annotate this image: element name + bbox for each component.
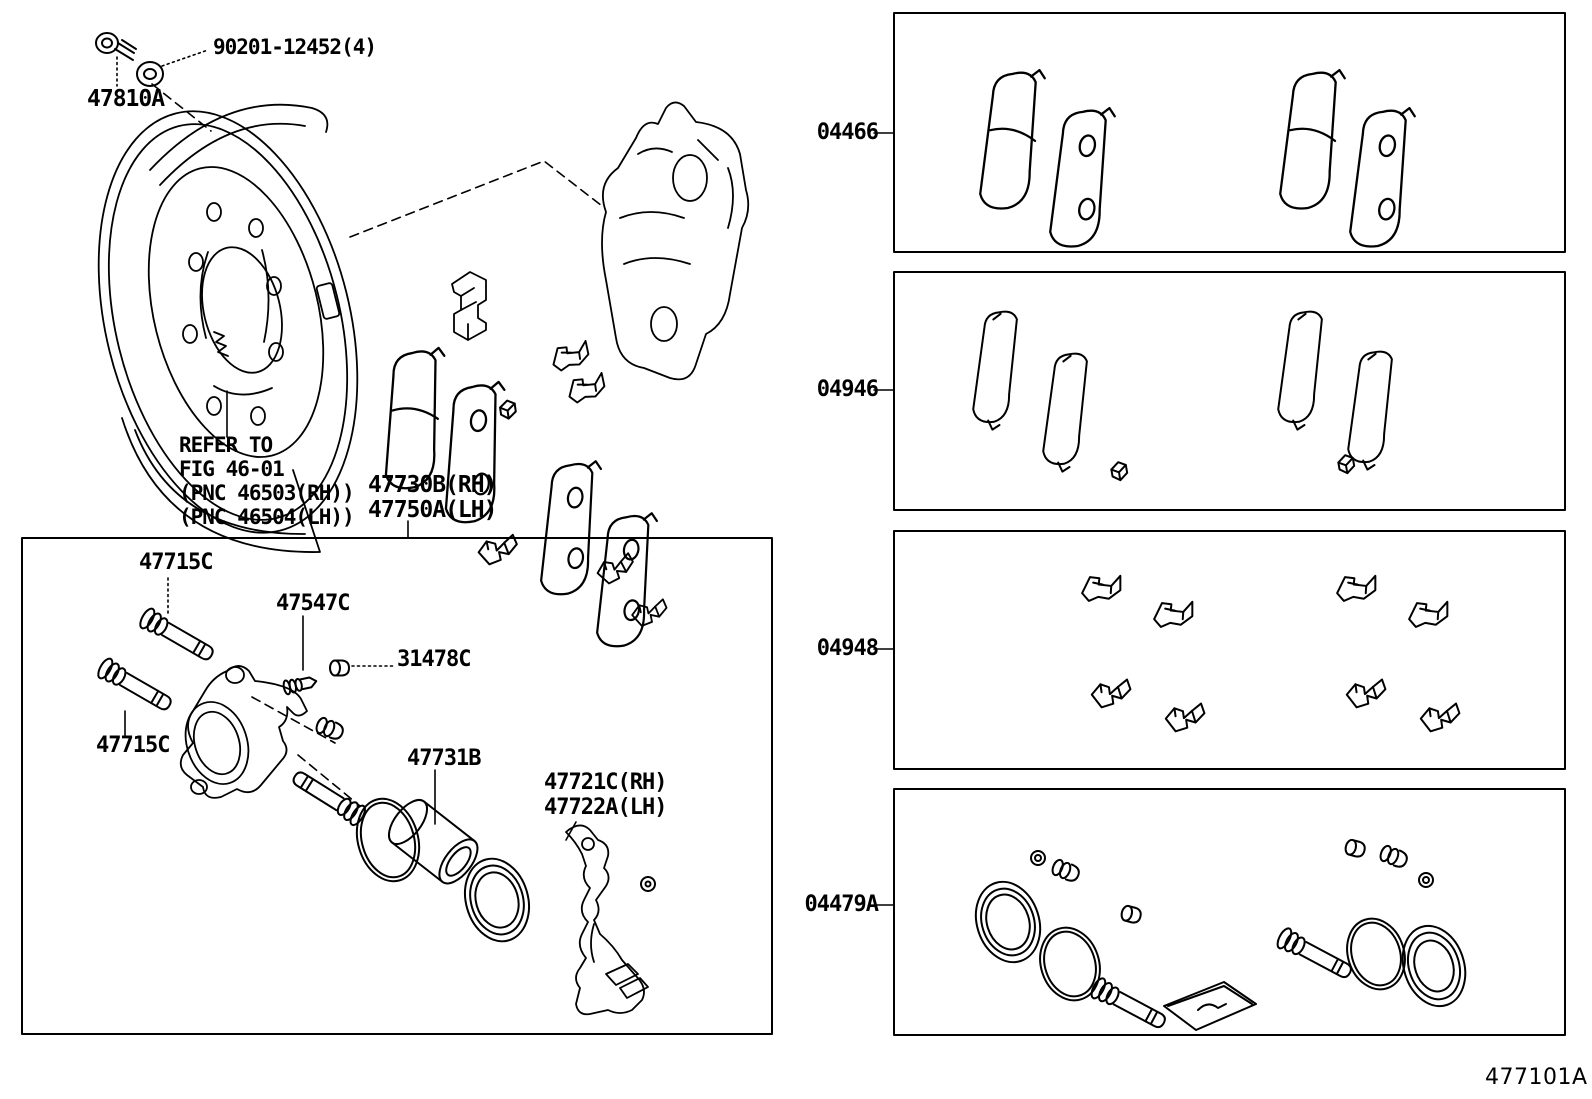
kit-pad-icon [1040, 100, 1123, 252]
label-bleeder-cap: 31478C [397, 647, 471, 672]
label-caliper-assy-lh: 47750A(LH) [368, 497, 497, 523]
label-bleeder-screw: 47547C [276, 591, 350, 616]
pad-clip-icon [595, 553, 637, 586]
label-caliper-assy-rh: 47730B(RH) [368, 472, 497, 498]
kit-pin-icon [1089, 976, 1169, 1033]
mounting-bracket-sketch [566, 825, 648, 1014]
kit-cap-icon [1120, 905, 1142, 924]
kit-clip-icon [1164, 703, 1206, 732]
kit-pad-icon [1270, 62, 1353, 214]
refer-note-line1: REFER TO [179, 433, 273, 457]
kit-clip-icon [1090, 679, 1132, 708]
label-kit-04948: 04948 [816, 636, 878, 661]
kit-shim-icon [964, 308, 1027, 432]
kit-clip-icon [1079, 571, 1124, 604]
anchor-bolt-icon [96, 33, 136, 60]
kit-pin-icon [1275, 926, 1355, 983]
caliper-sketch [602, 102, 748, 379]
brake-pad-icon [376, 342, 452, 493]
kit-clip-icon [1110, 461, 1128, 481]
kit-clip-icon [1419, 703, 1461, 732]
label-kit-04946: 04946 [816, 377, 878, 402]
kit-clip-icon [1406, 597, 1451, 630]
kit-oring-icon [1031, 920, 1109, 1008]
kit-clip-icon [1151, 597, 1196, 630]
washer-icon [137, 62, 163, 86]
kit-box-04466-frame [894, 13, 1565, 252]
pad-clip-icon [548, 337, 593, 375]
kit-shim-icon [1339, 348, 1402, 472]
caliper-housing-sketch [175, 666, 307, 798]
refer-note-line4: (PNC 46504(LH)) [179, 505, 354, 529]
label-mounting-lh: 47722A(LH) [544, 795, 667, 820]
bushing-icon [315, 716, 346, 741]
kit-pad-icon [970, 62, 1053, 214]
label-mounting-rh: 47721C(RH) [544, 770, 667, 795]
kit-grease-packet-icon [1164, 982, 1256, 1030]
kit-boot-icon [966, 873, 1050, 970]
kit-shim-icon [1034, 350, 1097, 474]
label-slide-pin-upper: 47715C [139, 550, 213, 575]
kit-box-04946-frame [894, 272, 1565, 510]
kit-cap-icon [1344, 839, 1366, 858]
kit-bushing-icon [1379, 844, 1410, 869]
pad-clip-icon [564, 369, 609, 407]
refer-note-line2: FIG 46-01 [179, 457, 284, 481]
refer-note-line3: (PNC 46503(RH)) [179, 481, 354, 505]
kit-ring-icon [1419, 873, 1433, 887]
figure-number: 477101A [1485, 1065, 1588, 1090]
kit-ring-icon [1031, 851, 1045, 865]
label-washer-bolt-part: 90201-12452(4) [213, 35, 377, 59]
kit-bushing-icon [1051, 858, 1082, 883]
kit-clip-icon [1334, 571, 1379, 604]
slide-pin-icon [289, 767, 368, 828]
kit-clip-icon [1337, 454, 1355, 474]
label-anchor-bolt-part: 47810A [87, 86, 165, 112]
kit-clip-icon [1345, 679, 1387, 708]
slide-pin-icon [96, 656, 175, 715]
kit-pad-icon [1340, 100, 1423, 252]
pad-clip-icon [477, 534, 520, 566]
kit-shim-icon [1269, 308, 1332, 432]
label-kit-04466: 04466 [816, 120, 878, 145]
slide-pin-icon [138, 606, 217, 665]
label-piston: 47731B [407, 746, 481, 771]
kit-box-04948-frame [894, 531, 1565, 769]
bleeder-screw-icon [283, 674, 318, 695]
kit-box-04479A-frame [894, 789, 1565, 1035]
brake-pad-icon [587, 506, 664, 651]
bleeder-cap-icon [330, 661, 349, 676]
brake-pad-icon [531, 454, 608, 599]
label-kit-04479A: 04479A [804, 892, 878, 917]
label-slide-pin-lower: 47715C [96, 733, 170, 758]
piston-boot-icon [456, 851, 539, 949]
pad-clip-icon [499, 400, 516, 420]
bracket-bolt-icon [641, 877, 655, 891]
pad-clip-icon [452, 272, 486, 340]
